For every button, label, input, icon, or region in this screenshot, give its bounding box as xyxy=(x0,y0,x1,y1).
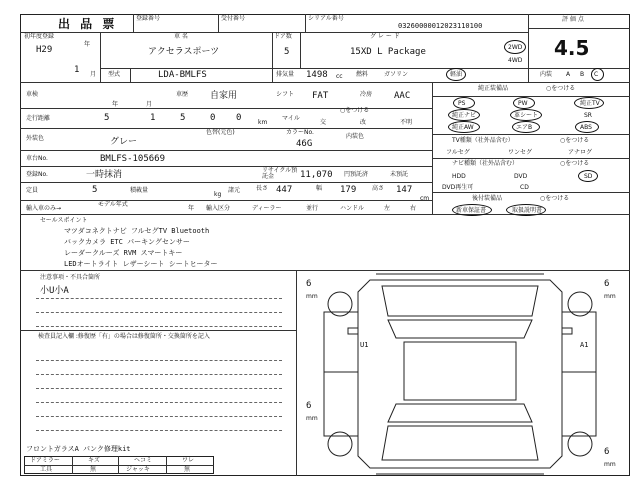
inspect-line xyxy=(20,330,296,331)
drive-circle xyxy=(504,40,526,54)
std-item-8: エアB xyxy=(516,124,533,131)
inspect-rule-6 xyxy=(36,430,282,431)
std-note: ○をつける xyxy=(546,85,576,92)
import-type-2: 並行 xyxy=(306,205,319,212)
color-change-label: 色替(元色) xyxy=(206,129,235,136)
tire-rl-value: 6 xyxy=(306,401,312,411)
std-item-7: 純正AW xyxy=(452,124,474,131)
navi-circle-sd xyxy=(578,170,598,182)
chassis-label: 車台No. xyxy=(26,155,48,162)
rear-item-2: 取扱説明書 xyxy=(512,207,543,214)
tire-fr-value: 6 xyxy=(604,279,610,289)
reg-value: 一時抹消 xyxy=(86,170,123,180)
std-circle-tv xyxy=(574,97,604,109)
tv-note: ○をつける xyxy=(560,137,590,144)
std-circle-ps xyxy=(453,97,475,109)
interior-grade-c: C xyxy=(594,71,599,78)
car-trunk xyxy=(382,426,538,460)
year-value: H29 xyxy=(36,45,53,55)
year-unit: 年 xyxy=(84,41,91,48)
car-right-side xyxy=(562,312,596,436)
car-diagram xyxy=(300,272,620,476)
width-value: 179 xyxy=(340,185,357,195)
car-roof xyxy=(404,342,516,400)
inspect-rule-5 xyxy=(36,416,282,417)
row-line-5 xyxy=(20,166,432,167)
note-rule-2 xyxy=(36,312,282,313)
rear-note: ○をつける xyxy=(540,195,570,202)
mile-label: マイル xyxy=(282,115,300,122)
sales-line-2: バックカメラ ETC パーキングセンサー xyxy=(64,238,190,246)
header-col-2: 受付番号 xyxy=(221,15,246,22)
car-hood xyxy=(382,286,538,316)
legend-div-3 xyxy=(166,456,167,474)
legend-h2: キズ xyxy=(88,457,100,464)
inspect-rule-3 xyxy=(36,388,282,389)
tv-item-3: アナログ xyxy=(568,149,593,156)
legend-div-1 xyxy=(72,456,73,474)
load-label: 積載量 xyxy=(130,187,149,194)
rear-title: 後付装備品 xyxy=(472,195,503,202)
doors-div xyxy=(300,32,301,68)
serial-number: 03260000012023110100 xyxy=(398,22,483,30)
meter-opt-3: 不明 xyxy=(400,119,413,126)
std-circle-navi xyxy=(448,109,480,121)
sales-point-label: セールスポイント xyxy=(40,217,88,224)
mirror-left xyxy=(348,328,358,334)
sales-line-4: LEDオートライト レザーシート シートヒーター xyxy=(64,260,218,268)
navi-note: ○をつける xyxy=(560,160,590,167)
mileage-digit-2: 1 xyxy=(150,113,156,123)
doors-label: ドア数 xyxy=(274,33,292,40)
navi-item-2: DVD xyxy=(514,173,528,180)
interior-line xyxy=(528,68,630,69)
legend-h4: ワレ xyxy=(182,457,195,464)
car-windshield xyxy=(388,320,532,338)
mark-a1: A1 xyxy=(580,341,589,349)
ac-label: 冷房 xyxy=(360,91,373,98)
model-year-label: モデル年式 xyxy=(98,201,128,208)
seats-value: 5 xyxy=(92,185,98,195)
std-item-3: 純正TV xyxy=(580,100,600,107)
std-item-4: 純正ナビ xyxy=(452,112,477,119)
grade-label: グ レ ー ド xyxy=(370,33,400,40)
car-left-side xyxy=(324,312,358,436)
model-label: 型式 xyxy=(108,71,121,78)
fuel-label: 燃料 xyxy=(356,71,369,78)
mileage-digit-4: 0 xyxy=(210,113,216,123)
std-circle-airb xyxy=(512,121,540,133)
cc-value: 1498 xyxy=(306,70,328,80)
interior-grade-b: B xyxy=(580,71,585,78)
meter-note: ○をつける xyxy=(340,107,370,114)
legend-v3: ジャッキ xyxy=(126,466,150,473)
legend-h1: ドアミラー xyxy=(30,457,60,464)
cc-label: 排気量 xyxy=(276,71,295,78)
std-circle-pw xyxy=(513,97,535,109)
legend-v1: 工具 xyxy=(40,466,53,473)
cc-unit: cc xyxy=(336,73,343,80)
shift-label: シフト xyxy=(276,91,295,98)
rear-circle-2 xyxy=(506,204,546,216)
grade-value: 15XD L Package xyxy=(350,47,426,57)
interior-circle xyxy=(591,68,604,81)
drive-4wd: 4WD xyxy=(508,57,523,64)
rear-item-1: 新車保証書 xyxy=(456,207,487,214)
mileage-digit-3: 5 xyxy=(180,113,186,123)
legend-v2: 無 xyxy=(90,466,97,473)
tire-fl-unit: mm xyxy=(306,293,318,300)
note-rule-1 xyxy=(36,298,282,299)
meter-opt-1: 交 xyxy=(320,119,327,126)
height-label: 高さ xyxy=(372,185,385,192)
std-circle-aw xyxy=(448,121,480,133)
handle-left: 左 xyxy=(384,205,391,212)
tv-item-2: ワンセグ xyxy=(508,149,533,156)
color-no-label: カラーNo. xyxy=(286,129,314,136)
tv-line xyxy=(432,134,630,135)
load-unit: kg xyxy=(214,191,222,198)
car-body-outline xyxy=(358,280,562,468)
length-label: 長さ xyxy=(256,185,269,192)
model-div xyxy=(130,68,131,82)
recycle-value: 11,070 xyxy=(300,170,333,180)
row-line-4 xyxy=(20,150,432,151)
tire-fl-value: 6 xyxy=(306,279,312,289)
sales-line-1: マツダコネクトナビ フルセグTV Bluetooth xyxy=(64,227,210,235)
std-item-6: SR xyxy=(584,112,592,119)
header-div-1 xyxy=(133,14,134,32)
std-circle-seat xyxy=(510,109,542,121)
navi-item-1: HDD xyxy=(452,173,466,180)
use-label: 車歴 xyxy=(176,91,189,98)
mirror-right xyxy=(562,328,572,334)
std-circle-abs xyxy=(575,121,599,133)
fuel-selected: 軽油 xyxy=(450,71,463,78)
use-value: 自家用 xyxy=(210,91,238,101)
import-type-1: ディーラー xyxy=(252,205,282,212)
model-line-top xyxy=(100,68,528,69)
navi-title: ナビ種類（社外品含む） xyxy=(452,160,519,167)
doors-value: 5 xyxy=(284,47,290,57)
diagram-div xyxy=(296,270,297,476)
interior-grade-a: A xyxy=(566,71,571,78)
sheet-title: 出 品 票 xyxy=(58,17,118,31)
std-item-9: ABS xyxy=(580,124,592,131)
mileage-digit-5: 0 xyxy=(236,113,242,123)
month-value: 1 xyxy=(74,65,80,75)
vehicle-name: アクセラスポーツ xyxy=(148,47,220,57)
mileage-digit-1: 5 xyxy=(104,113,110,123)
header-div-3 xyxy=(305,14,306,32)
std-item-5: 革シート xyxy=(514,112,539,119)
fuel-circle xyxy=(446,68,466,81)
score-value: 4.5 xyxy=(554,36,590,60)
dim-label: 諸元 xyxy=(228,187,241,194)
navi-item-3: SD xyxy=(584,173,593,180)
recycle-label: リサイクル預託金 xyxy=(262,167,298,180)
recycle-unit: 円預託済 xyxy=(344,171,369,178)
inspect-rule-1 xyxy=(36,360,282,361)
interior-color-label: 内装色 xyxy=(346,133,365,140)
reg-label: 登録No. xyxy=(26,171,48,178)
notes-label: 注意事項・不具合箇所 xyxy=(40,274,101,281)
rear-circle-1 xyxy=(452,204,492,216)
inspection-unit-y: 年 xyxy=(112,101,119,108)
exterior-value: グレー xyxy=(110,137,138,147)
width-label: 幅 xyxy=(316,185,323,192)
std-item-1: PS xyxy=(458,100,466,107)
navi-item-4: DVD再生可 xyxy=(442,184,474,191)
inspection-note-label: 検査員記入欄 :修復歴「有」の場合は修復箇所・交換箇所を記入 xyxy=(38,333,210,340)
handle-label: ハンドル xyxy=(340,205,365,212)
notes-text: 小U小A xyxy=(40,286,69,296)
mileage-label: 走行距離 xyxy=(26,115,51,122)
legend-h3: ヘコミ xyxy=(134,457,153,464)
height-value: 147 xyxy=(396,185,413,195)
length-value: 447 xyxy=(276,185,293,195)
drive-2wd: 2WD xyxy=(508,44,523,51)
row-line-2 xyxy=(20,108,432,109)
inspect-rule-2 xyxy=(36,374,282,375)
chassis-value: BMLFS-105669 xyxy=(100,154,166,164)
row-line-9 xyxy=(20,270,630,271)
score-line xyxy=(528,28,630,29)
model-year-unit: 年 xyxy=(188,205,195,212)
seats-label: 定員 xyxy=(26,187,39,194)
mileage-unit: km xyxy=(258,119,268,126)
inspect-rule-4 xyxy=(36,402,282,403)
car-rear-window xyxy=(388,404,532,422)
legend-v4: 無 xyxy=(184,466,191,473)
exterior-label: 外装色 xyxy=(26,135,45,142)
year-label: 初年度登録 xyxy=(24,33,55,40)
inspection-unit-m: 月 xyxy=(146,101,153,108)
row-line-1 xyxy=(20,82,630,83)
sales-line-3: レーダークルーズ RVM スマートキー xyxy=(64,249,183,257)
tire-fr-unit: mm xyxy=(604,293,616,300)
recycle-none: 未預託 xyxy=(390,171,409,178)
year-div xyxy=(100,32,101,82)
cc-div xyxy=(272,68,273,82)
note-rule-3 xyxy=(36,326,282,327)
std-item-2: PW xyxy=(518,100,528,107)
name-div xyxy=(272,32,273,68)
dim-unit: cm xyxy=(420,195,430,202)
footer-note: フロントガラスA パンク修理kit xyxy=(26,445,131,453)
interior-label: 内装 xyxy=(540,71,553,78)
navi-item-5: CD xyxy=(520,184,529,191)
tv-title: TV種類（社外品含む） xyxy=(452,137,514,144)
color-no-value: 46G xyxy=(296,139,313,149)
rear-line xyxy=(432,192,630,193)
month-unit: 月 xyxy=(90,71,97,78)
row-line-7 xyxy=(20,200,432,201)
header-col-1: 登録番号 xyxy=(136,15,161,22)
mark-u1: U1 xyxy=(360,341,369,349)
meter-opt-2: 改 xyxy=(360,119,367,126)
name-label: 車 名 xyxy=(174,33,188,40)
ac-value: AAC xyxy=(394,91,411,101)
handle-right: 右 xyxy=(410,205,417,212)
score-label: 評 価 点 xyxy=(562,16,584,23)
tire-rr-value: 6 xyxy=(604,447,610,457)
import-label: 輸入車のみ→ xyxy=(26,205,62,212)
legend-div-2 xyxy=(118,456,119,474)
tire-rl-unit: mm xyxy=(306,415,318,422)
tire-rr-unit: mm xyxy=(604,461,616,468)
row-line-6 xyxy=(20,182,432,183)
header-div-2 xyxy=(218,14,219,32)
score-div xyxy=(528,14,529,82)
equip-div xyxy=(432,82,433,214)
std-title: 純正装備品 xyxy=(478,85,509,92)
shift-value: FAT xyxy=(312,91,329,101)
navi-line xyxy=(432,158,630,159)
import-type-label: 輸入区分 xyxy=(206,205,231,212)
fuel-value: ガソリン xyxy=(384,71,409,78)
tv-item-1: フルセグ xyxy=(446,149,470,156)
inspection-label: 車検 xyxy=(26,91,39,98)
header-col-3: シリアル番号 xyxy=(308,15,344,22)
model-value: LDA-BMLFS xyxy=(158,70,207,80)
